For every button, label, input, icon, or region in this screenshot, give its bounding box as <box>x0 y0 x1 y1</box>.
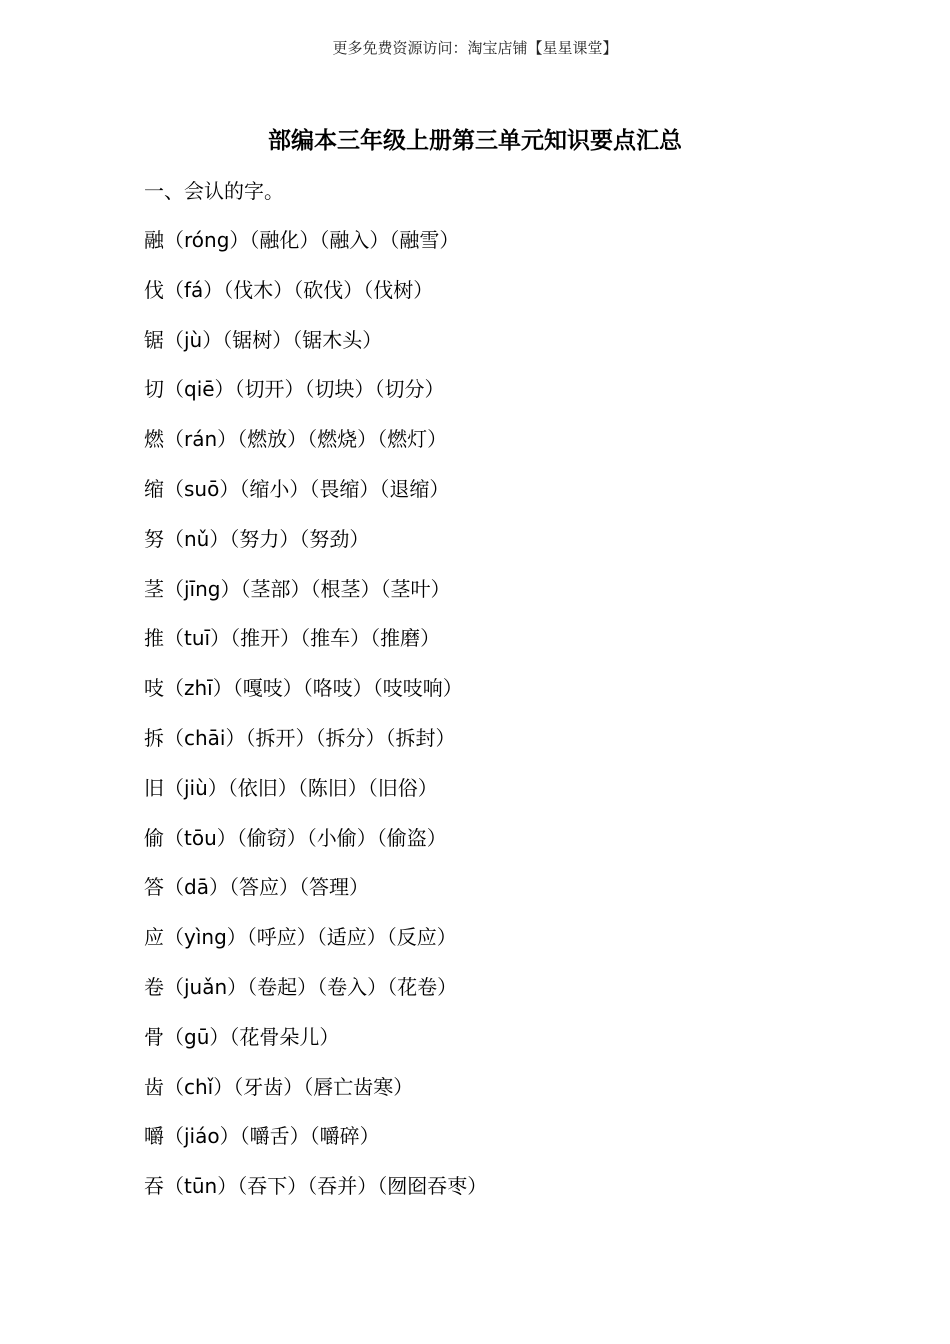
list-item: 努（nǔ）（努力）（努劲） <box>144 526 370 551</box>
list-item: 偷（tōu）（偷窃）（小偷）（偷盗） <box>144 825 447 850</box>
list-item: 燃（rán）（燃放）（燃烧）（燃灯） <box>144 427 448 452</box>
list-item: 伐（fá）（伐木）（砍伐）（伐树） <box>144 277 434 302</box>
list-item: 融（róng）（融化）（融入）（融雪） <box>144 228 460 252</box>
list-item: 旧（jiù）（依旧）（陈旧）（旧俗） <box>144 775 438 800</box>
list-item: 锯（jù）（锯树）（锯木头） <box>144 327 383 352</box>
list-item: 拆（chāi）（拆开）（拆分）（拆封） <box>144 725 456 750</box>
list-item: 答（dā）（答应）（答理） <box>144 875 369 900</box>
character-list <box>144 226 487 1222</box>
list-item: 吱（zhī）（嘎吱）（咯吱）（吱吱响） <box>144 676 463 701</box>
section-heading: 一、会认的字。 <box>144 179 284 203</box>
list-item: 缩（suō）（缩小）（畏缩）（退缩） <box>144 476 450 501</box>
list-item: 推（tuī）（推开）（推车）（推磨） <box>144 626 441 651</box>
list-item: 切（qiē）（切开）（切块）（切分） <box>144 377 445 402</box>
list-item: 骨（gū）（花骨朵儿） <box>144 1024 340 1049</box>
list-item: 卷（juǎn）（卷起）（卷入）（花卷） <box>144 974 458 999</box>
header-note: 更多免费资源访问：淘宝店铺【星星课堂】 <box>332 39 618 57</box>
list-item: 吞（tūn）（吞下）（吞并）（囫囵吞枣） <box>144 1174 488 1199</box>
list-item: 嚼（jiáo）（嚼舌）（嚼碎） <box>144 1124 380 1149</box>
list-item: 齿（chǐ）（牙齿）（唇亡齿寒） <box>144 1074 414 1099</box>
list-item: 茎（jīng）（茎部）（根茎）（茎叶） <box>144 576 451 601</box>
document-title: 部编本三年级上册第三单元知识要点汇总 <box>268 128 682 154</box>
list-item: 应（yìng）（呼应）（适应）（反应） <box>144 925 457 950</box>
